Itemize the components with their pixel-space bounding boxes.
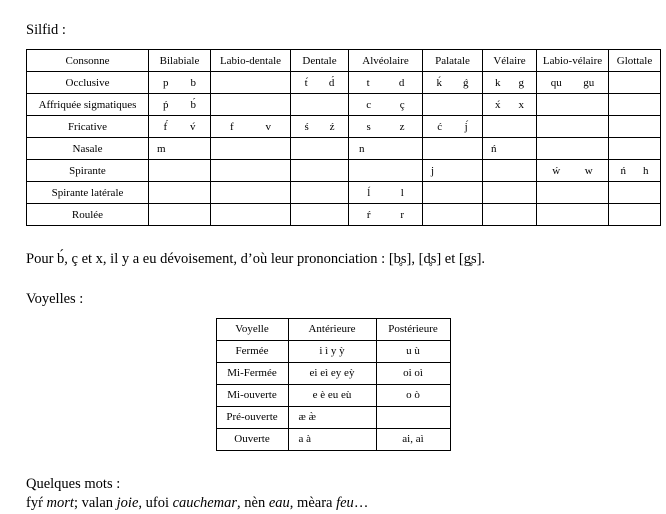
table-row bbox=[216, 428, 450, 450]
column-header-velaire: Vélaire bbox=[483, 50, 537, 72]
table-cell bbox=[537, 72, 609, 94]
cell-value-b: l bbox=[400, 186, 404, 199]
table-cell bbox=[149, 182, 211, 204]
column-header-labio-dentale: Labio-dentale bbox=[211, 50, 291, 72]
vowel-table bbox=[216, 318, 451, 451]
table-cell bbox=[609, 138, 661, 160]
row-label: Nasale bbox=[27, 138, 149, 160]
cell-value-a: s bbox=[366, 120, 371, 133]
table-row bbox=[27, 182, 661, 204]
table-cell bbox=[483, 72, 537, 94]
table-cell: i ì y ỳ bbox=[288, 340, 376, 362]
table-row bbox=[216, 384, 450, 406]
cell-value-b: d́ bbox=[328, 76, 335, 89]
table-cell: ai, aì bbox=[376, 428, 450, 450]
cell-value-a: ḱ bbox=[436, 76, 442, 89]
table-cell bbox=[149, 204, 211, 226]
gloss-3: cauchemar bbox=[172, 495, 238, 512]
table-cell bbox=[291, 160, 349, 182]
cell-value-b: g bbox=[518, 76, 524, 89]
table-cell bbox=[609, 116, 661, 138]
row-label: Mi-ouverte bbox=[216, 384, 288, 406]
table-cell bbox=[537, 204, 609, 226]
table-cell bbox=[423, 138, 483, 160]
cell-value-b: ź bbox=[329, 120, 335, 133]
table-row bbox=[216, 406, 450, 428]
separator-2: , ufoi bbox=[138, 495, 173, 512]
column-header-anterieure: Antérieure bbox=[288, 318, 376, 340]
table-cell bbox=[537, 116, 609, 138]
words-heading: Quelques mots : bbox=[26, 475, 121, 492]
row-label: Affriquée sigmatiques bbox=[27, 94, 149, 116]
table-cell bbox=[291, 138, 349, 160]
devoicing-note: Pour b́, ç et x, il y a eu dévoisement, d’où leur prononciation : [b̥s], [d̥s] et [g̥s]. bbox=[26, 251, 486, 268]
table-cell: j bbox=[423, 160, 483, 182]
cell-value-a: k bbox=[495, 76, 501, 89]
cell-value-a: ẃ bbox=[552, 164, 561, 177]
table-cell bbox=[537, 182, 609, 204]
table-cell bbox=[423, 72, 483, 94]
column-header-glottale: Glottale bbox=[609, 50, 661, 72]
table-cell bbox=[211, 116, 291, 138]
cell-value-b: w bbox=[584, 164, 593, 177]
table-cell: n bbox=[349, 138, 423, 160]
table-cell: m bbox=[149, 138, 211, 160]
cell-value-a: x́ bbox=[495, 98, 501, 111]
table-cell bbox=[483, 94, 537, 116]
separator-1: ; valan bbox=[73, 495, 117, 512]
table-cell bbox=[483, 204, 537, 226]
separator-4: , mèara bbox=[289, 495, 337, 512]
row-label: Fermée bbox=[216, 340, 288, 362]
line-end: … bbox=[353, 495, 369, 512]
row-label: Pré-ouverte bbox=[216, 406, 288, 428]
table-row bbox=[27, 160, 661, 182]
table-cell bbox=[609, 182, 661, 204]
column-header-alveolaire: Alvéolaire bbox=[349, 50, 423, 72]
cell-value-b: z bbox=[399, 120, 405, 133]
column-header-palatale: Palatale bbox=[423, 50, 483, 72]
separator-3: , nèn bbox=[237, 495, 269, 512]
cell-value-a: ĺ bbox=[367, 186, 371, 199]
row-label: Roulée bbox=[27, 204, 149, 226]
column-header-labio-velaire: Labio-vélaire bbox=[537, 50, 609, 72]
vowels-heading: Voyelles : bbox=[26, 290, 84, 307]
gloss-2: joie bbox=[116, 495, 139, 512]
column-header-bilabiale: Bilabiale bbox=[149, 50, 211, 72]
cell-value-b: ǵ bbox=[463, 76, 469, 89]
table-cell: ei eì ey eỳ bbox=[288, 362, 376, 384]
table-cell bbox=[609, 72, 661, 94]
page-title: Silfid : bbox=[26, 22, 66, 38]
table-cell bbox=[149, 72, 211, 94]
cell-value-b: j́ bbox=[464, 120, 468, 133]
row-label: Spirante bbox=[27, 160, 149, 182]
cell-value-a: p bbox=[163, 76, 169, 89]
table-cell bbox=[149, 160, 211, 182]
column-header-dentale: Dentale bbox=[291, 50, 349, 72]
row-label: Spirante latérale bbox=[27, 182, 149, 204]
cell-value-b: gu bbox=[583, 76, 595, 89]
cell-value-a: qu bbox=[550, 76, 562, 89]
table-cell bbox=[291, 182, 349, 204]
table-cell: oi oì bbox=[376, 362, 450, 384]
table-cell: ń bbox=[483, 138, 537, 160]
table-cell bbox=[291, 116, 349, 138]
table-row bbox=[27, 116, 661, 138]
gloss-1: mort bbox=[46, 495, 74, 512]
cell-value-a: f́ bbox=[163, 120, 168, 133]
table-cell bbox=[291, 72, 349, 94]
table-row bbox=[216, 362, 450, 384]
table-row bbox=[27, 94, 661, 116]
table-cell bbox=[211, 72, 291, 94]
consonant-table bbox=[26, 49, 661, 226]
cell-value-a: ś bbox=[304, 120, 309, 133]
column-header-voyelle: Voyelle bbox=[216, 318, 288, 340]
column-header-posterieure: Postérieure bbox=[376, 318, 450, 340]
table-cell bbox=[609, 204, 661, 226]
table-cell bbox=[423, 94, 483, 116]
table-cell bbox=[483, 160, 537, 182]
words-line bbox=[26, 494, 640, 514]
table-cell bbox=[349, 204, 423, 226]
gloss-4: eau bbox=[268, 495, 290, 512]
cell-value-a: c bbox=[366, 98, 372, 111]
cell-value-b: ç bbox=[399, 98, 405, 111]
table-cell bbox=[149, 116, 211, 138]
table-cell bbox=[423, 204, 483, 226]
table-cell: u ù bbox=[376, 340, 450, 362]
table-cell bbox=[291, 94, 349, 116]
row-label: Fricative bbox=[27, 116, 149, 138]
table-cell: o ò bbox=[376, 384, 450, 406]
cell-value-a: ŕ bbox=[366, 208, 371, 221]
table-cell bbox=[483, 116, 537, 138]
table-cell bbox=[537, 138, 609, 160]
table-cell bbox=[349, 182, 423, 204]
word-1: fyŕ bbox=[26, 495, 43, 512]
table-cell: æ æ̀ bbox=[288, 406, 376, 428]
table-cell bbox=[349, 72, 423, 94]
table-cell bbox=[349, 160, 423, 182]
table-cell bbox=[609, 160, 661, 182]
cell-value-b: v bbox=[265, 120, 272, 133]
table-cell bbox=[211, 94, 291, 116]
table-cell bbox=[349, 94, 423, 116]
table-cell bbox=[211, 182, 291, 204]
column-header-consonne: Consonne bbox=[27, 50, 149, 72]
cell-value-a: ć bbox=[437, 120, 443, 133]
cell-value-b: b bbox=[190, 76, 196, 89]
cell-value-b: h bbox=[643, 164, 649, 177]
table-cell bbox=[291, 204, 349, 226]
cell-value-b: v́ bbox=[190, 120, 196, 133]
table-cell bbox=[149, 94, 211, 116]
table-cell bbox=[537, 160, 609, 182]
row-label: Ouverte bbox=[216, 428, 288, 450]
table-header-row bbox=[216, 318, 450, 340]
table-cell bbox=[423, 116, 483, 138]
gloss-5: feu bbox=[336, 495, 354, 512]
cell-value-b: d bbox=[398, 76, 405, 89]
cell-value-a: f bbox=[229, 120, 234, 133]
table-cell bbox=[349, 116, 423, 138]
table-cell bbox=[376, 406, 450, 428]
table-cell bbox=[423, 182, 483, 204]
table-cell bbox=[537, 94, 609, 116]
table-cell: e è eu eù bbox=[288, 384, 376, 406]
table-cell bbox=[609, 94, 661, 116]
cell-value-b: r bbox=[400, 208, 405, 221]
cell-value-a: ń bbox=[620, 164, 626, 177]
table-cell bbox=[211, 160, 291, 182]
words-section bbox=[26, 475, 640, 514]
table-cell bbox=[483, 182, 537, 204]
table-header-row bbox=[27, 50, 661, 72]
table-cell bbox=[211, 204, 291, 226]
cell-value-a: ṕ bbox=[163, 98, 169, 111]
table-row bbox=[27, 204, 661, 226]
cell-value-b: x bbox=[518, 98, 524, 111]
row-label: Occlusive bbox=[27, 72, 149, 94]
table-row bbox=[27, 72, 661, 94]
table-cell bbox=[211, 138, 291, 160]
table-row bbox=[216, 340, 450, 362]
cell-value-b: b́ bbox=[190, 98, 196, 111]
table-cell: a à bbox=[288, 428, 376, 450]
row-label: Mi-Fermée bbox=[216, 362, 288, 384]
cell-value-a: t́ bbox=[304, 76, 308, 89]
table-row bbox=[27, 138, 661, 160]
cell-value-a: t bbox=[366, 76, 370, 89]
